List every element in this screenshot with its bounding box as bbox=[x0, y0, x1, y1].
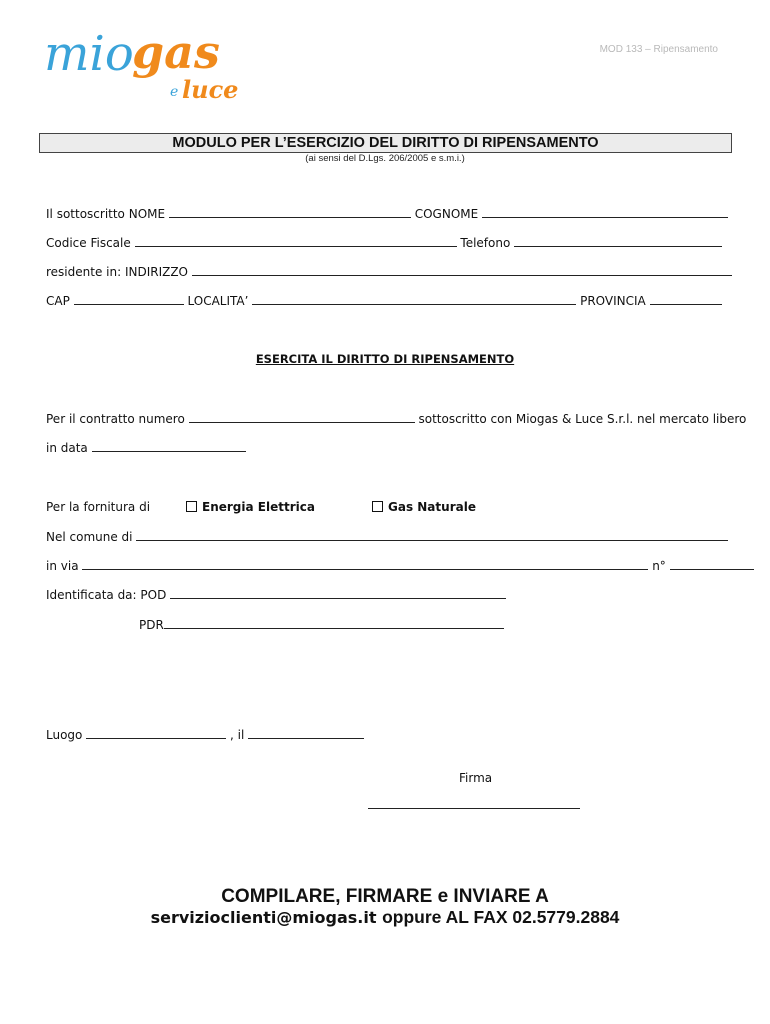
section-heading: ESERCITA IL DIRITTO DI RIPENSAMENTO bbox=[255, 352, 515, 366]
cognome-label: COGNOME bbox=[414, 207, 479, 221]
logo-luce-text: luce bbox=[182, 75, 239, 104]
row-via bbox=[46, 558, 754, 573]
indirizzo-label: residente in: INDIRIZZO bbox=[46, 265, 189, 279]
nome-field[interactable] bbox=[169, 206, 411, 218]
cap-label: CAP bbox=[46, 294, 70, 308]
miogas-logo bbox=[44, 22, 264, 106]
firma-label: Firma bbox=[459, 771, 493, 785]
footer-email[interactable]: servizioclienti@miogas.it bbox=[150, 908, 377, 927]
form-title: MODULO PER L’ESERCIZIO DEL DIRITTO DI RIPENSAMENTO bbox=[39, 133, 732, 153]
contratto-numero-field[interactable] bbox=[189, 411, 415, 423]
via-label: in via bbox=[46, 559, 79, 573]
option-gas[interactable] bbox=[372, 500, 476, 514]
cognome-field[interactable] bbox=[482, 206, 728, 218]
logo-graphic bbox=[44, 22, 264, 106]
civico-field[interactable] bbox=[670, 558, 754, 570]
form-subtitle: (ai sensi del D.Lgs. 206/2005 e s.m.i.) bbox=[305, 153, 465, 164]
checkbox-energia[interactable] bbox=[186, 501, 197, 512]
comune-field[interactable] bbox=[136, 529, 728, 541]
cap-field[interactable] bbox=[74, 293, 184, 305]
row-data bbox=[46, 440, 246, 455]
telefono-field[interactable] bbox=[514, 235, 722, 247]
option-gas-label: Gas Naturale bbox=[388, 500, 476, 514]
row-comune bbox=[46, 529, 728, 544]
row-pod bbox=[46, 587, 506, 602]
indirizzo-field[interactable] bbox=[192, 264, 732, 276]
fornitura-label: Per la fornitura di bbox=[46, 500, 151, 514]
logo-e-text: e bbox=[170, 84, 179, 100]
il-label: , il bbox=[230, 728, 245, 742]
option-energia-label: Energia Elettrica bbox=[202, 500, 315, 514]
pod-label: Identificata da: POD bbox=[46, 588, 167, 602]
localita-field[interactable] bbox=[252, 293, 576, 305]
logo-gas-text: gas bbox=[132, 25, 220, 79]
row-pdr bbox=[139, 617, 504, 632]
footer-contact bbox=[0, 907, 770, 928]
data-firma-field[interactable] bbox=[248, 727, 364, 739]
luogo-label: Luogo bbox=[46, 728, 83, 742]
nome-label: Il sottoscritto NOME bbox=[46, 207, 166, 221]
telefono-label: Telefono bbox=[460, 236, 511, 250]
row-indirizzo bbox=[46, 264, 732, 279]
cf-label: Codice Fiscale bbox=[46, 236, 131, 250]
cf-field[interactable] bbox=[135, 235, 457, 247]
contratto-label: Per il contratto numero bbox=[46, 412, 185, 426]
via-field[interactable] bbox=[82, 558, 648, 570]
footer-instructions: COMPILARE, FIRMARE e INVIARE A bbox=[221, 886, 549, 907]
provincia-label: PROVINCIA bbox=[580, 294, 646, 308]
luogo-field[interactable] bbox=[86, 727, 226, 739]
row-cf-telefono bbox=[46, 235, 722, 250]
module-reference: MOD 133 – Ripensamento bbox=[599, 44, 718, 55]
row-cap-localita bbox=[46, 293, 722, 308]
localita-label: LOCALITA’ bbox=[187, 294, 249, 308]
row-nome-cognome bbox=[46, 206, 728, 221]
footer-fax: oppure AL FAX 02.5779.2884 bbox=[382, 907, 620, 927]
option-energia[interactable] bbox=[186, 500, 315, 514]
pod-field[interactable] bbox=[170, 587, 506, 599]
pdr-field[interactable] bbox=[164, 617, 504, 629]
checkbox-gas[interactable] bbox=[372, 501, 383, 512]
provincia-field[interactable] bbox=[650, 293, 722, 305]
row-luogo bbox=[46, 727, 364, 742]
data-label: in data bbox=[46, 441, 88, 455]
comune-label: Nel comune di bbox=[46, 530, 133, 544]
data-field[interactable] bbox=[92, 440, 246, 452]
pdr-label: PDR bbox=[139, 618, 164, 632]
logo-mio-text: mio bbox=[44, 26, 134, 82]
firma-field[interactable] bbox=[368, 797, 580, 809]
civico-label: n° bbox=[652, 559, 666, 573]
row-contratto bbox=[46, 411, 746, 426]
contratto-suffix: sottoscritto con Miogas & Luce S.r.l. nel mercato libero bbox=[418, 412, 747, 426]
